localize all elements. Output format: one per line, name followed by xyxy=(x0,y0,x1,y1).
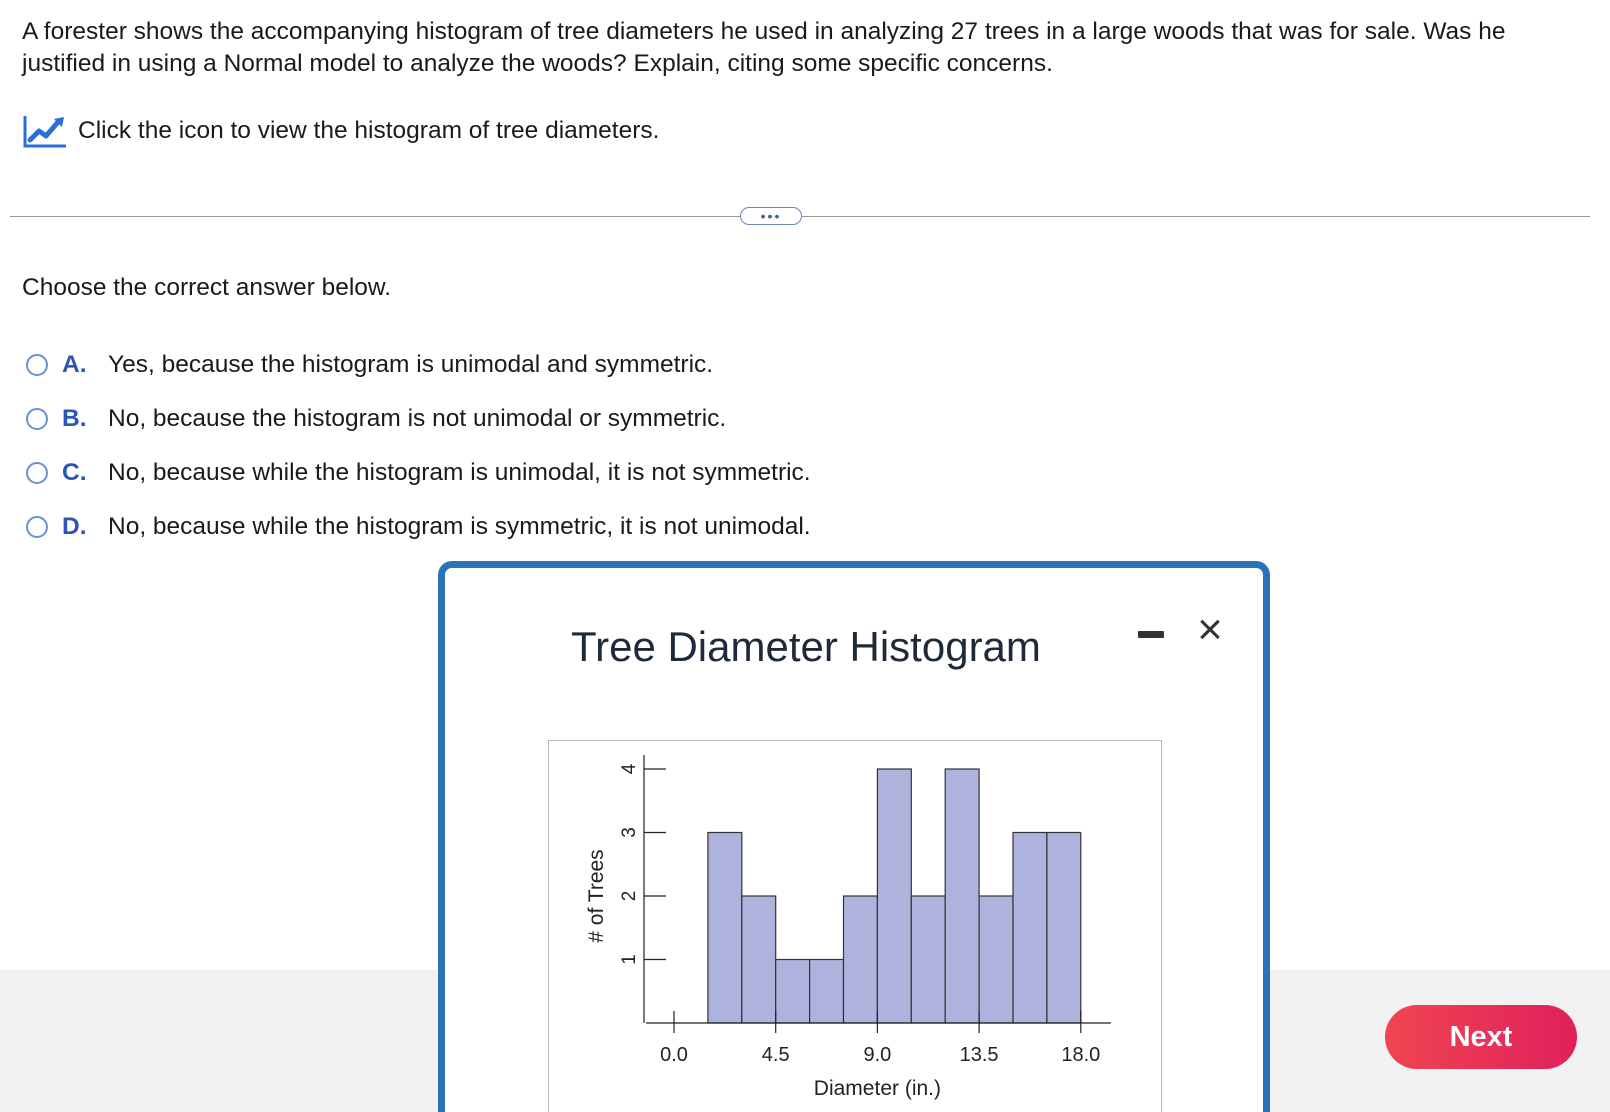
choice-b[interactable] xyxy=(26,403,811,435)
choice-letter: C. xyxy=(62,459,87,486)
choice-letter: D. xyxy=(62,513,87,540)
y-tick-label: 1 xyxy=(619,954,640,965)
choice-c[interactable] xyxy=(26,457,811,489)
expand-more-button[interactable]: ••• xyxy=(740,207,802,225)
x-tick-label: 0.0 xyxy=(660,1044,688,1066)
histogram-bar xyxy=(708,833,742,1024)
answer-prompt: Choose the correct answer below. xyxy=(22,274,392,301)
next-button[interactable]: Next xyxy=(1385,1005,1577,1069)
histogram-bar xyxy=(877,769,911,1023)
histogram-bar xyxy=(844,896,878,1023)
choice-text: No, because the histogram is not unimodal or symmetric. xyxy=(108,405,727,432)
x-axis-title: Diameter (in.) xyxy=(813,1077,942,1100)
y-tick-label: 3 xyxy=(619,827,640,838)
histogram-bar xyxy=(742,896,776,1023)
choice-d[interactable] xyxy=(26,511,811,543)
choice-letter: A. xyxy=(62,351,87,378)
histogram-svg xyxy=(549,741,1161,1112)
popup-title: Tree Diameter Histogram xyxy=(571,623,1041,670)
histogram-bar xyxy=(945,769,979,1023)
x-tick-label: 13.5 xyxy=(959,1044,999,1066)
histogram-bar xyxy=(776,960,810,1024)
radio-button[interactable] xyxy=(26,462,48,484)
view-histogram-label[interactable]: Click the icon to view the histogram of tree diameters. xyxy=(78,117,660,144)
radio-button[interactable] xyxy=(26,354,48,376)
radio-button[interactable] xyxy=(26,408,48,430)
y-tick-label: 2 xyxy=(619,890,640,902)
question-text: A forester shows the accompanying histogram of tree diameters he used in analyzing 27 trees in a large woods that was for sale. Was he justified in using a Normal model to analyze the woods? Explain, citing some specific concerns. xyxy=(22,18,1506,77)
y-axis-title: # of Trees xyxy=(585,849,608,943)
histogram-bar xyxy=(911,896,945,1023)
histogram-chart xyxy=(548,740,1162,1112)
choice-text: No, because while the histogram is unimodal, it is not symmetric. xyxy=(108,459,811,486)
choice-a[interactable] xyxy=(26,349,811,381)
close-icon[interactable]: × xyxy=(1197,605,1223,654)
histogram-bar xyxy=(1047,833,1081,1024)
x-tick-label: 18.0 xyxy=(1061,1044,1101,1066)
histogram-bar xyxy=(810,960,844,1024)
x-tick-label: 4.5 xyxy=(761,1044,790,1066)
answer-choices xyxy=(26,349,811,565)
y-tick-label: 4 xyxy=(619,763,640,775)
choice-text: Yes, because the histogram is unimodal and symmetric. xyxy=(108,351,714,378)
chart-line-icon[interactable] xyxy=(22,112,68,150)
histogram-popup xyxy=(438,561,1270,1112)
histogram-bar xyxy=(979,896,1013,1023)
x-tick-label: 9.0 xyxy=(863,1044,892,1066)
radio-button[interactable] xyxy=(26,516,48,538)
minimize-icon[interactable] xyxy=(1133,621,1167,649)
choice-text: No, because while the histogram is symmetric, it is not unimodal. xyxy=(108,513,811,540)
choice-letter: B. xyxy=(62,405,87,432)
histogram-bar xyxy=(1013,833,1047,1024)
view-histogram-link[interactable] xyxy=(22,112,659,150)
